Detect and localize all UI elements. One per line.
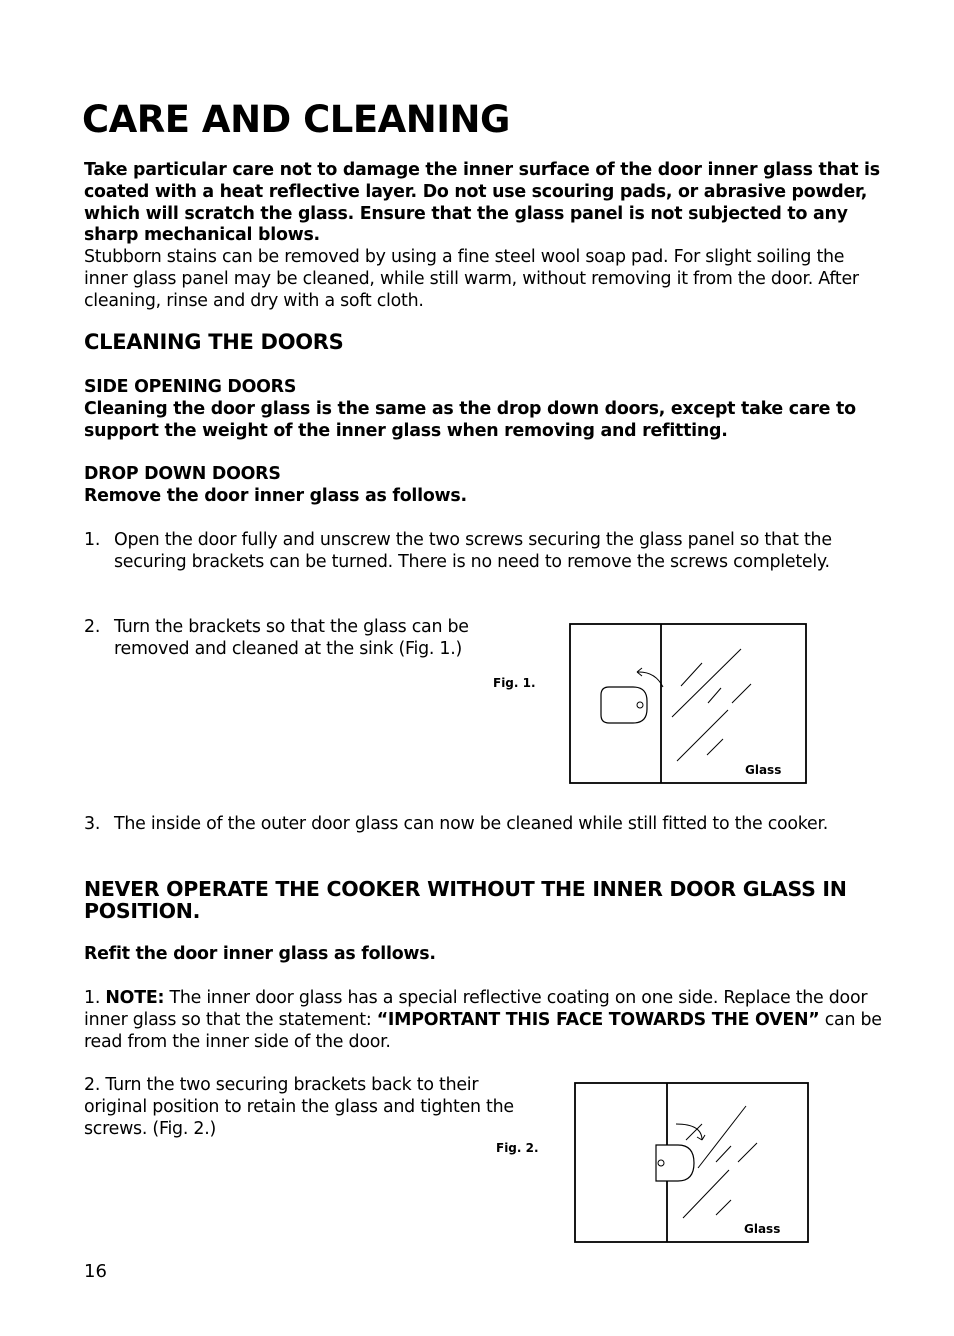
fig2-label: Fig. 2. (496, 1141, 539, 1155)
side-opening-heading: SIDE OPENING DOORS (84, 377, 297, 397)
list-item (84, 617, 514, 661)
list-item-text: Turn the brackets so that the glass can be removed and cleaned at the sink (Fig. 1.) (114, 617, 469, 659)
refit-step-1-quote: “IMPORTANT THIS FACE TOWARDS THE OVEN” (376, 1009, 820, 1030)
drop-down-block (84, 464, 884, 508)
fig1-screw (637, 702, 643, 708)
page-number: 16 (84, 1261, 107, 1282)
fig1-rotation-arrow (637, 672, 663, 687)
warning-heading: NEVER OPERATE THE COOKER WITHOUT THE INNER DOOR GLASS IN POSITION. (84, 877, 847, 923)
refit-step-1 (84, 988, 884, 1053)
side-opening-text: Cleaning the door glass is the same as the drop down doors, except take care to support the weight of the inner glass when removing and refitting. (84, 398, 856, 441)
refit-step-1-text-a: The inner door glass has a special reflective coating on one side. Replace the door inner glass so that the statement: (84, 988, 868, 1030)
refit-intro: Refit the door inner glass as follows. (84, 944, 436, 964)
list-item-text: Open the door fully and unscrew the two screws securing the glass panel so that the securing brackets can be turned. There is no need to remove the screws completely. (114, 530, 832, 572)
fig2-bracket (656, 1145, 694, 1181)
fig1-glass-label: Glass (745, 763, 782, 777)
side-opening-block (84, 377, 884, 442)
refit-step-2: 2. Turn the two securing brackets back to their original position to retain the glass and tighten the screws. (Fig. 2.) (84, 1075, 514, 1139)
page-title: CARE AND CLEANING (82, 98, 510, 141)
drop-down-heading: DROP DOWN DOORS (84, 464, 281, 484)
drop-down-intro: Remove the door inner glass as follows. (84, 485, 467, 506)
intro-warning-text: Take particular care not to damage the inner surface of the door inner glass that is coated with a heat reflective layer. Do not use scouring pads, or abrasive powder, which will scratch the glass. Ensure that the glass panel is not subjected to any sharp mechanical blows. (84, 160, 880, 246)
fig2-diagram (574, 1082, 810, 1244)
section-heading-cleaning-doors: CLEANING THE DOORS (84, 330, 344, 354)
refit-note-label: NOTE: (105, 988, 165, 1008)
fig1-glass-reflection-lines (672, 649, 751, 761)
list-item-text: The inside of the outer door glass can now be cleaned while still fitted to the cooker. (114, 814, 829, 834)
intro-body-text: Stubborn stains can be removed by using a fine steel wool soap pad. For slight soiling the inner glass panel may be cleaned, while still warm, without removing it from the door. After cleaning, rinse and dry with a soft cloth. (84, 247, 859, 311)
list-item (84, 814, 874, 858)
fig1-frame (570, 624, 806, 783)
intro-paragraph (84, 160, 884, 313)
list-item-number: 2. (84, 617, 101, 637)
list-item-number: 3. (84, 814, 101, 834)
list-item (84, 530, 874, 596)
fig1-diagram (569, 623, 808, 785)
fig2-glass-label: Glass (744, 1222, 781, 1236)
refit-step-1-number: 1. (84, 988, 101, 1008)
refit-step-1-text-b: can be read from the inner side of the door. (84, 1009, 882, 1052)
fig1-label: Fig. 1. (493, 676, 536, 690)
list-item-number: 1. (84, 530, 101, 550)
fig1-bracket (601, 687, 647, 723)
